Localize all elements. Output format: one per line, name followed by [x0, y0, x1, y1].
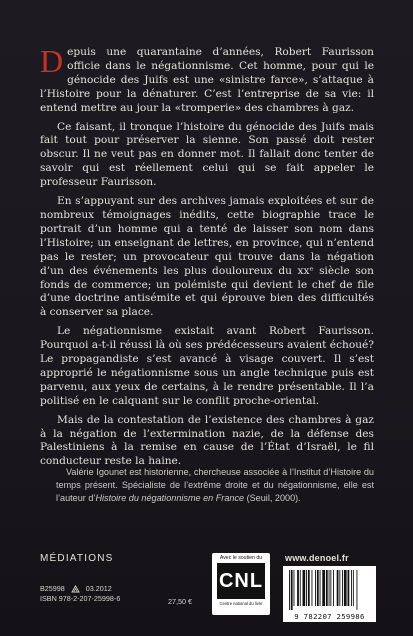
publisher-website: www.denoel.fr [285, 553, 349, 563]
blurb-paragraph-3: En s’appuyant sur des archives jamais exploitées et sur de nombreux témoignages inédits, cette biographie trace le portrait d’un homme qui a tenté de laisser son nom dans l’Histoire; un enseignant de lettres, en province, qui n’entend pas le rester; un provocateur qui trouve dans la négation d’un des événements les plus douloureux du xxᵉ siècle son fonds de commerce; un polémiste qui devient le chef de file d’une doctrine antisémite et qui éprouve bien des difficultés à conserver sa place. [40, 195, 374, 319]
blurb-paragraph-1 [40, 43, 374, 116]
barcode-bar [326, 570, 328, 606]
colophon-code: B25998 [40, 584, 65, 593]
blurb [40, 43, 374, 474]
colophon-isbn: ISBN 978-2-207-25998-6 [40, 594, 121, 603]
barcode-bar [339, 570, 340, 606]
author-bio-end: (Seuil, 2000). [244, 493, 301, 504]
barcode-bar [348, 570, 350, 606]
barcode-bar [320, 570, 321, 606]
barcode-icon [283, 566, 376, 612]
barcode-bar [312, 570, 313, 606]
blurb-paragraph-1-text: epuis une quarantaine d’années, Robert Faurisson officie dans le négationnisme. Cet homme, pour qui le génocide des Juifs est une «sinistre farce», s’attaque à l’Histoire pour la dénaturer. C’est l’entreprise de sa vie: il entend mettre au jour la «tromperie» des chambres à gaz. [40, 46, 374, 114]
cnl-bottom-text: Centre national du livre [219, 601, 263, 606]
colophon-row-code [40, 584, 210, 594]
barcode-bar [344, 570, 347, 606]
drop-cap: D [40, 43, 64, 79]
colophon-date: 03.2012 [85, 584, 112, 593]
barcode-bar [322, 570, 325, 606]
barcode-bar [317, 570, 319, 606]
cnl-mark: CNL [217, 563, 265, 599]
barcode-bar [294, 570, 295, 606]
barcode-bar [329, 570, 330, 606]
publisher-mark-icon [71, 585, 80, 593]
barcode-bar [291, 570, 293, 610]
barcode-bar [303, 570, 306, 606]
blurb-paragraph-5: Mais de la contestation de l’existence des chambres à gaz à la négation de l’extermination nazie, de la défense des Palestiniens à la remise en cause de l’État d’Israël, le fil conducteur reste la haine. [40, 413, 374, 468]
blurb-paragraph-4: Le négationnisme existait avant Robert Faurisson. Pourquoi a-t-il réussi là où ses prédécesseurs avaient échoué? Le propagandiste s’est avancé à visage couvert. Il s’est approprié le négationnisme sous un angle technique puis est parvenu, aux yeux de certains, à le rendre présentable. Il l’a politisé en le calquant sur le conflit proche-oriental. [40, 325, 374, 407]
barcode-bar [357, 570, 358, 610]
barcode-bar [297, 570, 299, 606]
price: 27,50 € [168, 597, 192, 606]
barcode-bar [300, 570, 301, 606]
barcode-bar [308, 570, 310, 606]
author-bio-text: Valérie Igounet est historienne, chercheuse associée à l’Institut d’Histoire du temps présent. Spécialiste de l’extrême droite et du négationnisme, elle est l’auteur d’ [56, 467, 374, 504]
cnl-top-text: Avec le soutien du [219, 555, 263, 561]
barcode-bar [306, 570, 307, 606]
cnl-logo [212, 553, 270, 615]
barcode-bar [289, 570, 290, 610]
barcode-digits: 9 782207 259986 [294, 612, 365, 621]
author-bio [56, 466, 374, 511]
barcode-bar [342, 570, 343, 606]
barcode-bar [337, 570, 339, 606]
author-book-title: Histoire du négationnisme en France [95, 493, 245, 504]
author-bio-paragraph [56, 466, 374, 506]
series-name: MÉDIATIONS [40, 553, 114, 564]
barcode [283, 566, 376, 622]
barcode-bar [315, 570, 316, 606]
blurb-paragraph-2: Ce faisant, il tronque l’histoire du génocide des Juifs mais fait tout pour préserver la sienne. Son passé doit rester obscur. Il ne veut pas en donner mot. Il fallait donc tenter de savoir qui est réellement celui qui se fait appeler le professeur Faurisson. [40, 120, 374, 189]
barcode-bar [351, 570, 352, 606]
barcode-bar [333, 570, 334, 606]
barcode-bar [353, 570, 354, 606]
barcode-bar [330, 570, 331, 606]
